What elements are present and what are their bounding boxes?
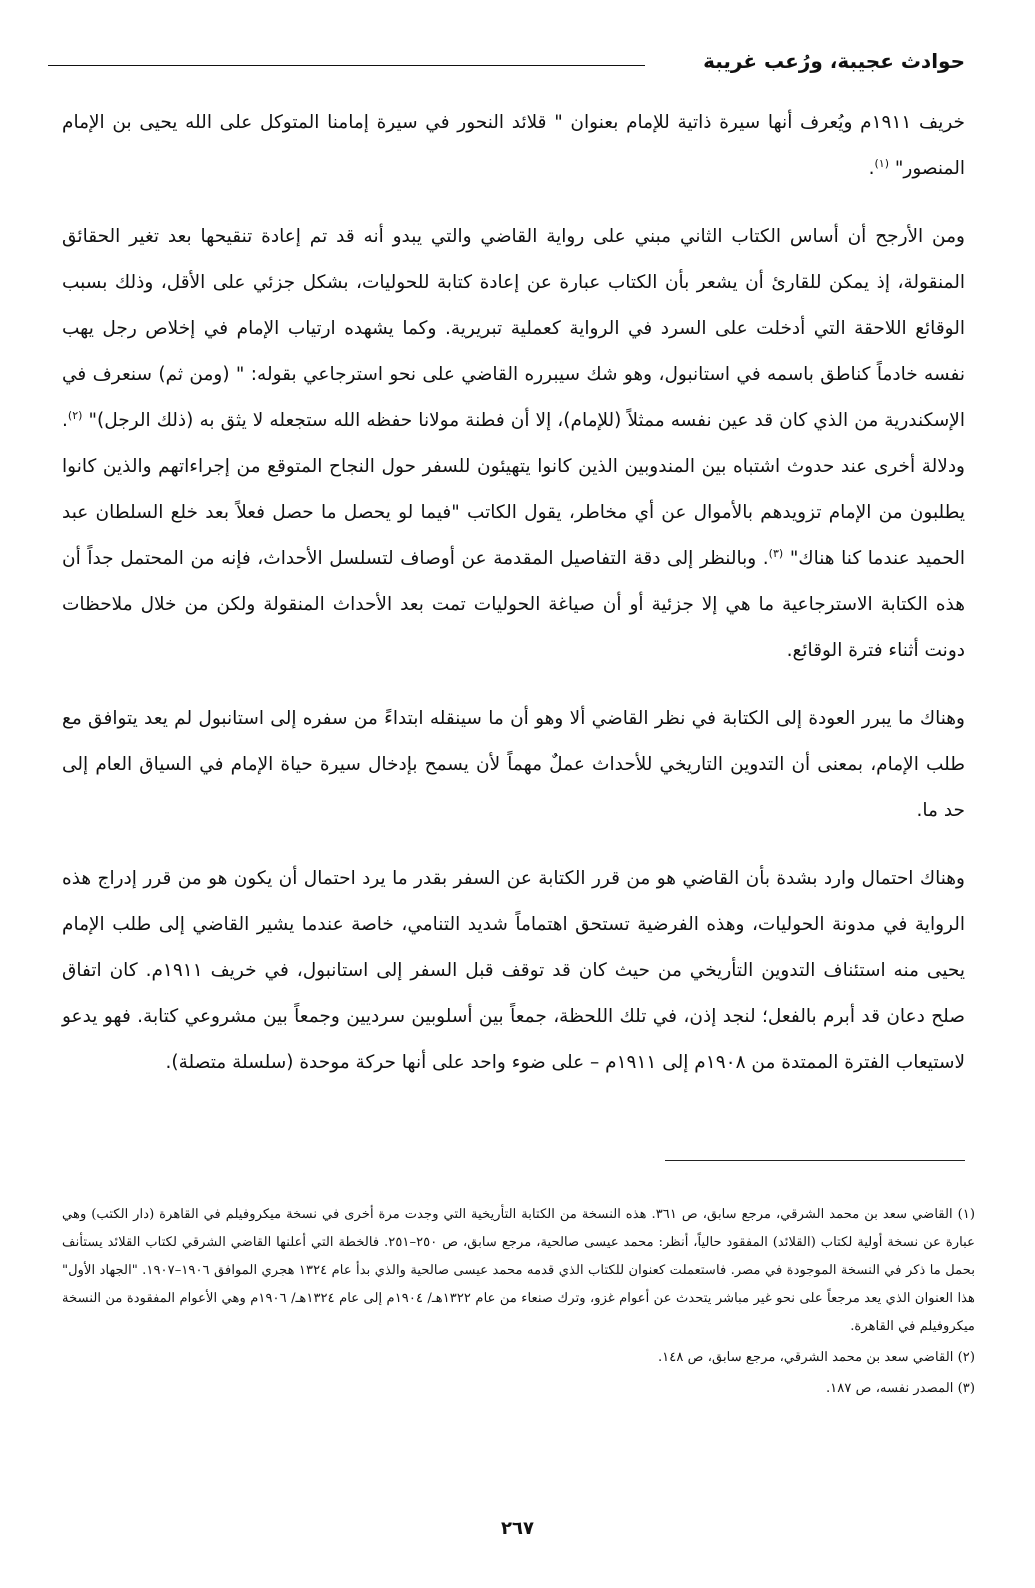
- paragraph-1: [62, 100, 965, 192]
- paragraph-1-text: خريف ١٩١١م ويُعرف أنها سيرة ذاتية للإمام بعنوان " قلائد النحور في سيرة إمامنا المتوكل على الله يحيى بن الإمام المنصور": [62, 112, 965, 179]
- footnote-2: (٢) القاضي سعد بن محمد الشرقي، مرجع سابق، ص ١٤٨.: [657, 1350, 975, 1365]
- paragraph-2-text-a: ومن الأرجح أن أساس الكتاب الثاني مبني على رواية القاضي والتي يبدو أنه قد تم إعادة تنقيحها بعد تغير الحقائق المنقولة، إذ يمكن للقارئ أن يشعر بأن الكتاب عبارة عن إعادة كتابة للحوليات، بشكل جزئي على الأقل، وذلك بسبب الوقائع اللاحقة التي أدخلت على السرد في الرواية كعملية تبريرية. وكما يشهده ارتياب الإمام في إخلاص رجل يهب نفسه خادماً كناطق باسمه في استانبول، وهو شك سيبرره القاضي على نحو استرجاعي بقوله: " (ومن ثم) سنعرف في الإسكندرية من الذي كان قد عين نفسه ممثلاً (للإمام)، إلا أن فطنة مولانا حفظه الله ستجعله لا يثق به (ذلك الرجل)": [62, 226, 965, 431]
- paragraph-3: وهناك ما يبرر العودة إلى الكتابة في نظر القاضي ألا وهو أن ما سينقله ابتداءً من سفره إلى استانبول لم يعد يتوافق مع طلب الإمام، بمعنى أن التدوين التاريخي للأحداث عملٌ مهماً لأن يسمح بإدخال سيرة حياة الإمام في السياق العام إلى حد ما.: [62, 708, 965, 821]
- footnote-rule: [665, 1160, 965, 1161]
- footnote-ref-2: (٢): [67, 408, 83, 422]
- paragraph-2: [62, 214, 965, 674]
- footnote-ref-1: (١): [874, 156, 889, 170]
- footnotes: [62, 1201, 975, 1403]
- header-rule: [48, 65, 645, 66]
- paragraph-4: وهناك احتمال وارد بشدة بأن القاضي هو من قرر الكتابة عن السفر بقدر ما يرد احتمال أن يكون هو من قرر إدراج هذه الرواية في مدونة الحوليات، وهذه الفرضية تستحق اهتماماً شديد التنامي، خاصة عندما يشير القاضي إلى طلب الإمام يحيى منه استئناف التدوين التأريخي من حيث كان قد توقف قبل السفر إلى استانبول، في خريف ١٩١١م. كان اتفاق صلح دعان قد أبرم بالفعل؛ لنجد إذن، في تلك اللحظة، جمعاً بين أسلوبين سرديين وجمعاً بين مشروعي كتابة. فهو يدعو لاستيعاب الفترة الممتدة من ١٩٠٨م إلى ١٩١١م – على ضوء واحد على أنها حركة موحدة (سلسلة متصلة).: [62, 868, 966, 1073]
- running-title: حوادث عجيبة، ورُعب غريبة: [703, 49, 965, 73]
- footnote-1: (١) القاضي سعد بن محمد الشرقي، مرجع سابق، ص ٣٦١. هذه النسخة من الكتابة التأريخية التي وجدت مرة أخرى في نسخة ميكروفيلم في القاهرة (دار الكتب) وهي عبارة عن نسخة أولية لكتاب (القلائد) المفقود حالياً، أنظر: محمد عيسى صالحية، مرجع سابق، ص ٢٥٠–٢٥١. فالخطة التي أعلنها القاضي الشرقي لكتاب القلائد يستأنف بحمل ما ذكر في النسخة الموجودة في مصر. فاستعملت كعنوان للكتاب الذي قدمه محمد عيسى صالحية والذي بدأ عام ١٣٢٤ هجري الموافق ١٩٠٦–١٩٠٧. "الجهاد الأول" هذا العنوان الذي يعد مرجعاً على نحو غير مباشر يتحدث عن أعوام غزو، وترك صنعاء من عام ١٣٢٢هـ/ ١٩٠٤م إلى عام ١٣٢٤هـ/ ١٩٠٦م وهي الأعوام المفقودة من النسخة ميكروفيلم في القاهرة.: [62, 1207, 976, 1334]
- running-head: [40, 46, 965, 78]
- paragraph-2-text-c: . وبالنظر إلى دقة التفاصيل المقدمة عن أوصاف لتسلسل الأحداث، فإنه من المحتمل جداً أن هذه الكتابة الاسترجاعية ما هي إلا جزئية أو أن صياغة الحوليات تمت بعد الأحداث المنقولة ولكن من خلال ملاحظات دونت أثناء فترة الوقائع.: [62, 548, 965, 661]
- footnote-ref-3: (٣): [768, 546, 784, 560]
- body-text: [62, 100, 965, 1086]
- paragraph-2-text-b: . ودلالة أخرى عند حدوث اشتباه بين المندوبين الذين كانوا يتهيئون للسفر حول النجاح المتوقع من إجراءاتهم والذين كانوا يطلبون من الإمام تزويدهم بالأموال عن أي مخاطر، يقول الكاتب "فيما لو يحصل ما حصل فعلاً بعد خلع السلطان عبد الحميد عندما كنا هناك": [62, 410, 965, 569]
- footnote-3: (٣) المصدر نفسه، ص ١٨٧.: [825, 1381, 975, 1396]
- page-number: ٢٦٧: [501, 1518, 534, 1539]
- paragraph-1-end: .: [868, 158, 875, 179]
